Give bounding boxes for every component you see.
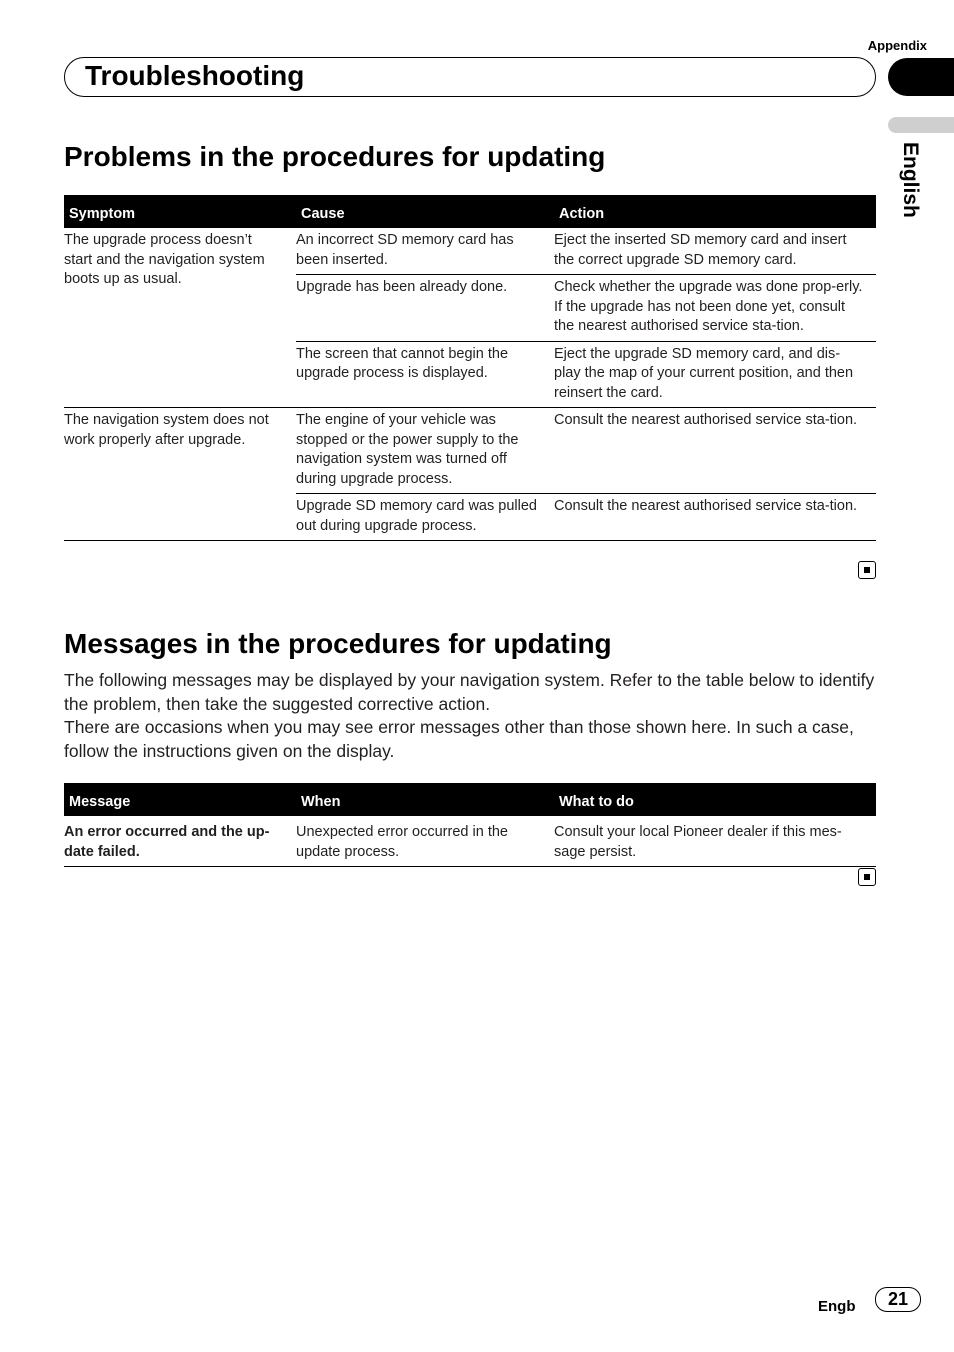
footer-language-code: Engb <box>818 1298 856 1315</box>
symptom-cell: The upgrade process doesn’t start and the navigation system boots up as usual. <box>64 228 296 408</box>
table-header-row <box>64 195 876 228</box>
column-header-what-to-do: What to do <box>554 783 876 816</box>
table-header-row <box>64 783 876 816</box>
section-banner <box>64 57 876 97</box>
cause-cell: The engine of your vehicle was stopped or the power supply to the navigation system was turned off during upgrade process. <box>296 408 554 494</box>
cause-cell: Upgrade SD memory card was pulled out during upgrade process. <box>296 494 554 541</box>
column-header-cause: Cause <box>296 195 554 228</box>
page-number: 21 <box>875 1287 921 1312</box>
language-tab-label: English <box>899 142 922 218</box>
table-row <box>64 408 876 494</box>
action-cell: Consult the nearest authorised service sta-tion. <box>554 408 876 494</box>
section-end-icon <box>858 561 876 579</box>
messages-heading: Messages in the procedures for updating <box>64 628 612 659</box>
messages-table <box>64 783 876 867</box>
action-cell: Check whether the upgrade was done prop-erly. If the upgrade has not been done yet, consult the nearest authorised service sta-tion. <box>554 275 876 342</box>
intro-paragraph: The following messages may be displayed by your navigation system. Refer to the table below to identify the problem, then take the suggested corrective action. <box>64 670 875 714</box>
problems-heading: Problems in the procedures for updating <box>64 141 606 172</box>
what-to-do-cell: Consult your local Pioneer dealer if this mes-sage persist. <box>554 816 876 867</box>
side-tab-marker <box>888 58 954 96</box>
action-cell: Consult the nearest authorised service sta-tion. <box>554 494 876 541</box>
messages-intro <box>64 669 876 763</box>
symptom-cell: The navigation system does not work properly after upgrade. <box>64 408 296 541</box>
section-end-icon <box>858 868 876 886</box>
appendix-label: Appendix <box>867 38 927 53</box>
cause-cell: Upgrade has been already done. <box>296 275 554 342</box>
column-header-message: Message <box>64 783 296 816</box>
intro-paragraph: There are occasions when you may see error messages other than those shown here. In such a case, follow the instructions given on the display. <box>64 717 854 761</box>
when-cell: Unexpected error occurred in the update process. <box>296 816 554 867</box>
problems-table <box>64 195 876 541</box>
column-header-action: Action <box>554 195 876 228</box>
action-cell: Eject the upgrade SD memory card, and dis-play the map of your current position, and then reinsert the card. <box>554 341 876 408</box>
table-row <box>64 228 876 275</box>
section-title: Troubleshooting <box>85 60 305 91</box>
table-row <box>64 816 876 867</box>
cause-cell: An incorrect SD memory card has been inserted. <box>296 228 554 275</box>
cause-cell: The screen that cannot begin the upgrade process is displayed. <box>296 341 554 408</box>
column-header-when: When <box>296 783 554 816</box>
message-cell: An error occurred and the up-date failed. <box>64 816 296 867</box>
column-header-symptom: Symptom <box>64 195 296 228</box>
action-cell: Eject the inserted SD memory card and insert the correct upgrade SD memory card. <box>554 228 876 275</box>
side-tab-language-marker <box>888 117 954 133</box>
